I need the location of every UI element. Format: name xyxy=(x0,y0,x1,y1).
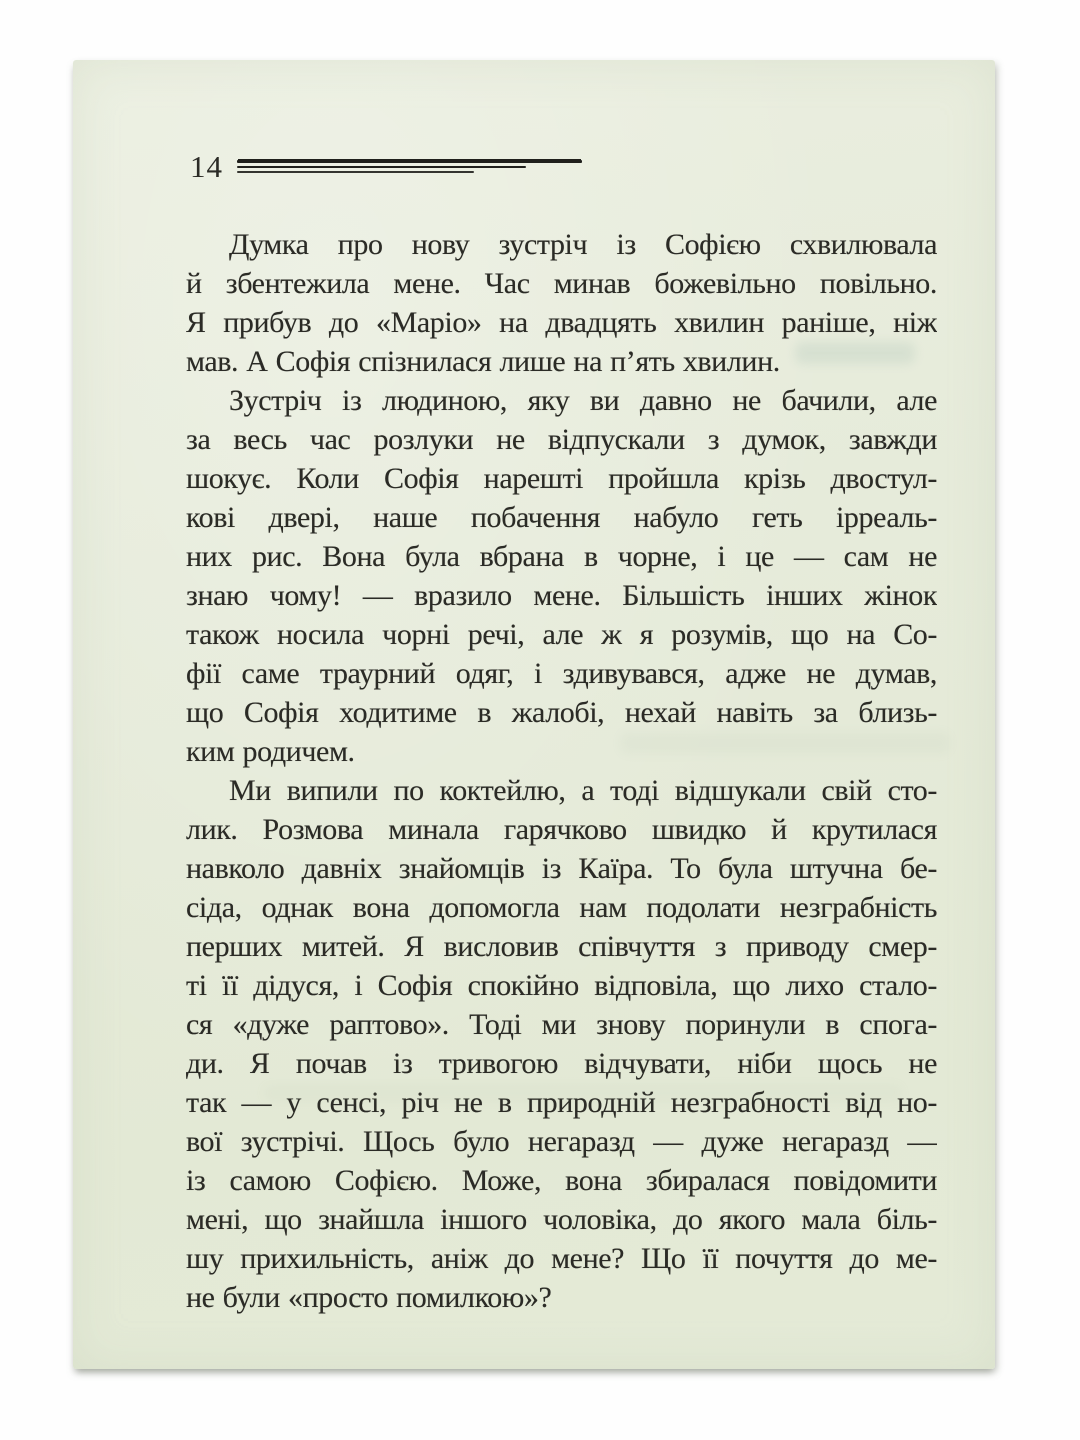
text-line: них рис. Вона була вбрана в чорне, і це — сам не xyxy=(186,540,937,573)
text-line: вої зустрічі. Щось було негаразд — дуже негаразд — xyxy=(186,1125,937,1158)
text-line: лик. Розмова минала гарячково швидко й крутилася xyxy=(186,813,937,846)
text-line: ди. Я почав із тривогою відчувати, ніби щось не xyxy=(186,1047,937,1080)
text-line: мені, що знайшла іншого чоловіка, до якого мала біль- xyxy=(186,1203,937,1236)
text-line: Думка про нову зустріч із Софією схвилювала xyxy=(229,228,937,261)
text-line: знаю чому! — вразило мене. Більшість інших жінок xyxy=(186,579,937,612)
text-line: сіда, однак вона допомогла нам подолати незграбність xyxy=(186,891,937,924)
text-line: навколо давніх знайомців із Каїра. То була штучна бе- xyxy=(186,852,937,885)
text-line: Я прибув до «Маріо» на двадцять хвилин раніше, ніж xyxy=(186,306,937,339)
text-line: й збентежила мене. Час минав божевільно повільно. xyxy=(186,267,937,300)
text-line: мав. А Софія спізнилася лише на п’ять хвилин. xyxy=(186,345,780,378)
header-rule-ornament xyxy=(237,160,597,178)
page-number: 14 xyxy=(190,149,223,184)
body-text xyxy=(186,225,937,1317)
book-page-scan xyxy=(73,60,995,1369)
text-line: так — у сенсі, річ не в природній незграбності від но- xyxy=(186,1086,937,1119)
text-line: Зустріч із людиною, яку ви давно не бачили, але xyxy=(229,384,937,417)
text-line: кові двері, наше побачення набуло геть ірреаль- xyxy=(186,501,937,534)
text-line: перших митей. Я висловив співчуття з приводу смер- xyxy=(186,930,937,963)
header-rule-line-top xyxy=(237,160,582,163)
text-line: ся «дуже раптово». Тоді ми знову поринули в спога- xyxy=(186,1008,937,1041)
text-line: із самою Софією. Може, вона збиралася повідомити xyxy=(186,1164,937,1197)
text-line: за весь час розлуки не відпускали з думок, завжди xyxy=(186,423,937,456)
text-line: ті її дідуся, і Софія спокійно відповіла, що лихо стало- xyxy=(186,969,937,1002)
text-line: фії саме траурний одяг, і здивувався, адже не думав, xyxy=(186,657,937,690)
text-line: Ми випили по коктейлю, а тоді відшукали свій сто- xyxy=(229,774,937,807)
text-line: не були «просто помилкою»? xyxy=(186,1281,552,1314)
text-line: також носила чорні речі, але ж я розумів, що на Со- xyxy=(186,618,937,651)
header-rule-line-middle xyxy=(237,166,526,168)
text-line: ким родичем. xyxy=(186,735,355,768)
text-line: шокує. Коли Софія нарешті пройшла крізь двостул- xyxy=(186,462,937,495)
text-line: що Софія ходитиме в жалобі, нехай навіть за близь- xyxy=(186,696,937,729)
text-line: шу прихильність, аніж до мене? Що її почуття до ме- xyxy=(186,1242,937,1275)
header-rule-line-bottom xyxy=(237,171,474,173)
